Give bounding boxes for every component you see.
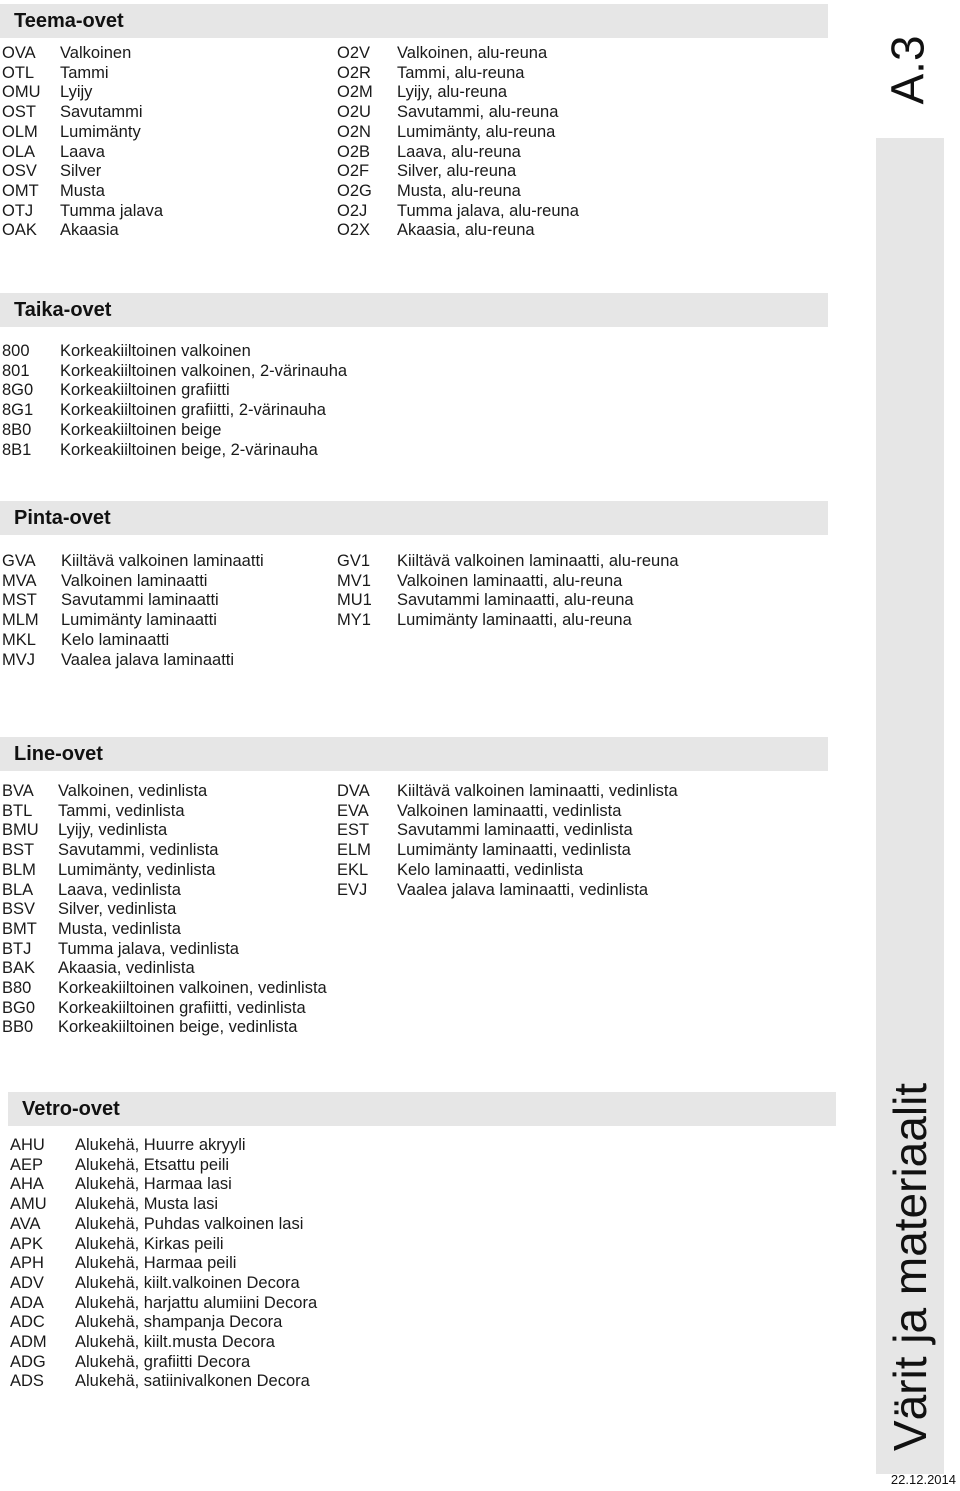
item-code: OVA [2, 44, 36, 62]
item-name: Tumma jalava, alu-reuna [397, 201, 579, 220]
section-header-taika: Taika-ovet [0, 293, 828, 327]
section-header-pinta: Pinta-ovet [0, 501, 828, 535]
item-code: ADG [10, 1352, 46, 1371]
section-header-line: Line-ovet [0, 737, 828, 771]
item-name: Akaasia, vedinlista [58, 959, 195, 978]
item-name: Lumimänty laminaatti, vedinlista [397, 841, 631, 860]
item-code: OLA [2, 142, 36, 161]
item-name: Laava, vedinlista [58, 880, 181, 899]
list-item [2, 362, 347, 382]
item-name: Korkeakiiltoinen grafiitti, vedinlista [58, 998, 306, 1017]
item-code: BB0 [2, 1018, 34, 1037]
list-item [2, 162, 163, 182]
item-name: Korkeakiiltoinen beige, 2-värinauha [60, 440, 318, 459]
list-item [337, 64, 579, 84]
item-code: EVA [337, 801, 369, 820]
item-name: Savutammi laminaatti [61, 591, 219, 610]
item-name: Laava, alu-reuna [397, 142, 521, 161]
item-code: O2F [337, 162, 370, 181]
list-item [2, 900, 327, 920]
list-item [2, 651, 264, 671]
section-code: A.3 [881, 35, 934, 105]
list-item [2, 782, 327, 802]
list-item [337, 821, 678, 841]
item-code: ADC [10, 1313, 45, 1332]
item-code: ADM [10, 1333, 47, 1352]
item-code: MLM [2, 611, 39, 630]
list-item [337, 881, 678, 901]
item-code: MU1 [337, 591, 372, 610]
item-code: BG0 [2, 998, 36, 1017]
pinta-right-list [337, 552, 679, 631]
list-item [10, 1372, 317, 1392]
item-code: AEP [10, 1155, 44, 1174]
item-name: Lumimänty laminaatti [61, 611, 217, 630]
item-name: Musta, alu-reuna [397, 181, 521, 200]
item-name: Valkoinen, vedinlista [58, 782, 208, 800]
list-item [2, 1018, 327, 1038]
list-item [2, 401, 347, 421]
item-code: ADV [10, 1273, 44, 1292]
item-code: 8B0 [2, 420, 32, 439]
item-code: B80 [2, 979, 32, 998]
list-item [10, 1333, 317, 1353]
item-code: BVA [2, 782, 34, 800]
item-name: Laava [60, 142, 105, 161]
item-code: AVA [10, 1214, 41, 1233]
item-code: OMT [2, 181, 39, 200]
item-name: Alukehä, Etsattu peili [75, 1155, 230, 1174]
list-item [2, 999, 327, 1019]
list-item [2, 182, 163, 202]
list-item [10, 1294, 317, 1314]
item-name: Alukehä, kiilt.valkoinen Decora [75, 1273, 300, 1292]
list-item [2, 611, 264, 631]
item-name: Korkeakiiltoinen grafiitti [60, 381, 230, 400]
list-item [2, 342, 347, 362]
list-item [337, 182, 579, 202]
taika-list [2, 342, 347, 460]
item-name: Tammi, vedinlista [58, 801, 185, 820]
item-name: Valkoinen laminaatti, vedinlista [397, 801, 622, 820]
item-name: Alukehä, Kirkas peili [75, 1234, 224, 1253]
item-name: Tammi [60, 63, 109, 82]
section-header-teema: Teema-ovet [0, 4, 828, 38]
list-item [2, 920, 327, 940]
item-name: Savutammi laminaatti, vedinlista [397, 821, 633, 840]
item-name: Lyijy, vedinlista [58, 821, 168, 840]
item-code: BLM [2, 860, 36, 879]
item-name: Valkoinen laminaatti [61, 571, 208, 590]
item-code: ADA [10, 1293, 44, 1312]
list-item [2, 441, 347, 461]
list-item [2, 123, 163, 143]
item-name: Akaasia, alu-reuna [397, 221, 535, 240]
item-code: BTL [2, 801, 33, 820]
item-code: ELM [337, 841, 371, 860]
list-item [2, 591, 264, 611]
list-item [2, 802, 327, 822]
item-code: O2J [337, 201, 368, 220]
item-name: Alukehä, Huurre akryyli [75, 1136, 246, 1154]
item-name: Lyijy [60, 83, 93, 102]
list-item [337, 841, 678, 861]
teema-right-list [337, 44, 579, 241]
item-code: 8G1 [2, 401, 34, 420]
item-name: Musta [60, 181, 105, 200]
item-name: Kiiltävä valkoinen laminaatti, vedinlista [397, 782, 678, 800]
list-item [337, 572, 679, 592]
item-code: EKL [337, 860, 369, 879]
list-item [2, 979, 327, 999]
list-item [10, 1274, 317, 1294]
item-name: Musta, vedinlista [58, 919, 181, 938]
item-name: Alukehä, kiilt.musta Decora [75, 1333, 275, 1352]
item-name: Valkoinen laminaatti, alu-reuna [397, 571, 623, 590]
list-item [2, 83, 163, 103]
item-code: OTL [2, 63, 35, 82]
list-item [2, 202, 163, 222]
item-code: BLA [2, 880, 34, 899]
list-item [337, 143, 579, 163]
pinta-left-list [2, 552, 264, 670]
list-item [2, 940, 327, 960]
list-item [337, 103, 579, 123]
item-code: 8B1 [2, 440, 32, 459]
section-header-vetro: Vetro-ovet [8, 1092, 836, 1126]
item-name: Silver, alu-reuna [397, 162, 517, 181]
list-item [2, 572, 264, 592]
list-item [10, 1195, 317, 1215]
item-name: Korkeakiiltoinen grafiitti, 2-värinauha [60, 401, 326, 420]
teema-left-list [2, 44, 163, 241]
item-name: Kiiltävä valkoinen laminaatti, alu-reuna [397, 552, 679, 570]
item-code: MY1 [337, 611, 371, 630]
item-name: Kelo laminaatti [61, 630, 170, 649]
item-code: 8G0 [2, 381, 34, 400]
item-name: Lumimänty, vedinlista [58, 860, 216, 879]
list-item [337, 162, 579, 182]
item-name: Tumma jalava, vedinlista [58, 939, 239, 958]
item-code: O2U [337, 103, 371, 122]
list-item [2, 841, 327, 861]
list-item [2, 421, 347, 441]
item-code: APH [10, 1254, 44, 1273]
line-left-list [2, 782, 327, 1038]
list-item [337, 802, 678, 822]
item-code: AHA [10, 1175, 44, 1194]
item-name: Lumimänty, alu-reuna [397, 122, 556, 141]
item-name: Silver [60, 162, 102, 181]
item-name: Korkeakiiltoinen valkoinen [60, 342, 251, 360]
item-code: MKL [2, 630, 36, 649]
item-code: OAK [2, 221, 37, 240]
item-name: Vaalea jalava laminaatti, vedinlista [397, 880, 649, 899]
item-name: Valkoinen, alu-reuna [397, 44, 548, 62]
item-name: Alukehä, Harmaa peili [75, 1254, 237, 1273]
item-code: BMT [2, 919, 37, 938]
item-code: BST [2, 841, 35, 860]
item-code: EVJ [337, 880, 368, 899]
item-code: MVA [2, 571, 37, 590]
list-item [10, 1235, 317, 1255]
item-name: Savutammi [60, 103, 143, 122]
item-name: Vaalea jalava laminaatti [61, 650, 235, 669]
item-name: Tammi, alu-reuna [397, 63, 525, 82]
item-name: Lumimänty [60, 122, 141, 141]
item-name: Alukehä, Puhdas valkoinen lasi [75, 1214, 304, 1233]
list-item [337, 44, 579, 64]
item-code: APK [10, 1234, 44, 1253]
list-item [337, 552, 679, 572]
item-name: Lumimänty laminaatti, alu-reuna [397, 611, 632, 630]
item-code: MV1 [337, 571, 371, 590]
list-item [337, 83, 579, 103]
item-name: Akaasia [60, 221, 119, 240]
item-code: GV1 [337, 552, 371, 570]
list-item [337, 221, 579, 241]
list-item [337, 861, 678, 881]
item-code: O2G [337, 181, 372, 200]
item-name: Korkeakiiltoinen beige [60, 420, 222, 439]
item-name: Alukehä, satiinivalkonen Decora [75, 1372, 310, 1391]
item-code: BTJ [2, 939, 32, 958]
item-code: 800 [2, 342, 30, 360]
item-code: OMU [2, 83, 41, 102]
item-code: GVA [2, 552, 36, 570]
item-name: Kiiltävä valkoinen laminaatti [61, 552, 264, 570]
item-name: Savutammi, vedinlista [58, 841, 219, 860]
item-code: MVJ [2, 650, 35, 669]
item-code: AHU [10, 1136, 45, 1154]
item-code: AMU [10, 1195, 47, 1214]
item-name: Savutammi laminaatti, alu-reuna [397, 591, 634, 610]
list-item [10, 1156, 317, 1176]
item-name: Korkeakiiltoinen valkoinen, vedinlista [58, 979, 327, 998]
list-item [2, 861, 327, 881]
item-code: DVA [337, 782, 370, 800]
item-code: OSV [2, 162, 37, 181]
list-item [2, 381, 347, 401]
list-item [2, 631, 264, 651]
item-code: O2B [337, 142, 371, 161]
item-code: OLM [2, 122, 38, 141]
list-item [337, 782, 678, 802]
list-item [337, 591, 679, 611]
item-code: EST [337, 821, 370, 840]
item-code: BMU [2, 821, 39, 840]
list-item [2, 103, 163, 123]
item-name: Alukehä, grafiitti Decora [75, 1352, 251, 1371]
item-code: O2X [337, 221, 371, 240]
document-date: 22.12.2014 [890, 1472, 956, 1487]
item-name: Alukehä, shampanja Decora [75, 1313, 283, 1332]
item-name: Savutammi, alu-reuna [397, 103, 559, 122]
item-name: Korkeakiiltoinen beige, vedinlista [58, 1018, 298, 1037]
item-name: Kelo laminaatti, vedinlista [397, 860, 584, 879]
list-item [2, 143, 163, 163]
item-code: O2N [337, 122, 371, 141]
item-code: ADS [10, 1372, 44, 1391]
list-item [2, 959, 327, 979]
list-item [2, 881, 327, 901]
item-name: Alukehä, Harmaa lasi [75, 1175, 232, 1194]
item-name: Lyijy, alu-reuna [397, 83, 508, 102]
list-item [2, 44, 163, 64]
item-name: Alukehä, Musta lasi [75, 1195, 219, 1214]
item-code: O2V [337, 44, 371, 62]
item-code: 801 [2, 361, 30, 380]
item-name: Korkeakiiltoinen valkoinen, 2-värinauha [60, 361, 348, 380]
list-item [337, 202, 579, 222]
list-item [10, 1254, 317, 1274]
item-name: Alukehä, harjattu alumiini Decora [75, 1293, 318, 1312]
item-name: Tumma jalava [60, 201, 164, 220]
item-code: O2M [337, 83, 373, 102]
list-item [10, 1353, 317, 1373]
vetro-list [10, 1136, 317, 1392]
list-item [10, 1313, 317, 1333]
item-code: BAK [2, 959, 36, 978]
list-item [2, 64, 163, 84]
item-code: OST [2, 103, 36, 122]
list-item [2, 821, 327, 841]
list-item [337, 123, 579, 143]
list-item [10, 1215, 317, 1235]
item-code: OTJ [2, 201, 34, 220]
list-item [10, 1136, 317, 1156]
item-code: BSV [2, 900, 36, 919]
item-code: MST [2, 591, 37, 610]
list-item [337, 611, 679, 631]
line-right-list [337, 782, 678, 900]
item-name: Silver, vedinlista [58, 900, 177, 919]
list-item [2, 221, 163, 241]
item-name: Valkoinen [60, 44, 132, 62]
item-code: O2R [337, 63, 371, 82]
list-item [2, 552, 264, 572]
side-title: Värit ja materiaalit [884, 1082, 937, 1452]
list-item [10, 1175, 317, 1195]
